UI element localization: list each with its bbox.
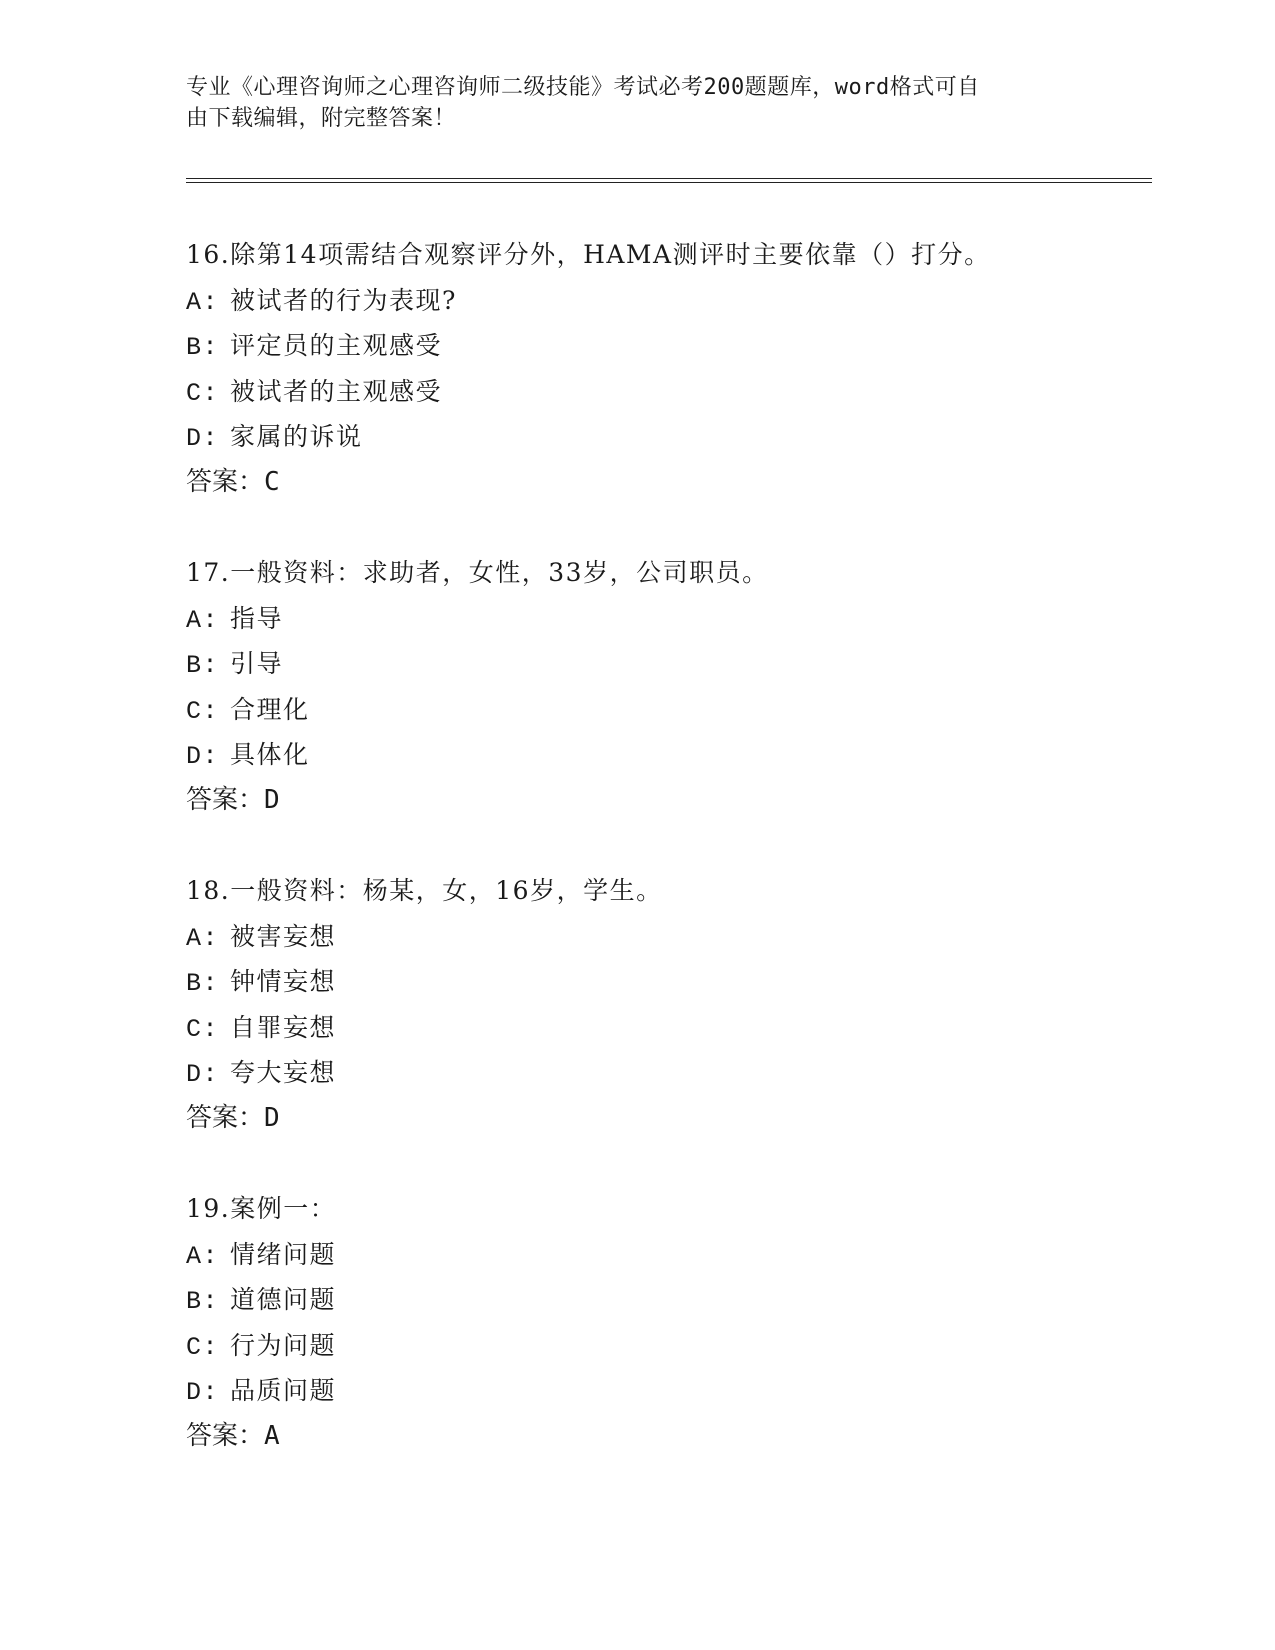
option-letter: A: [186,923,220,953]
option-d [186,414,1146,460]
answer-label: 答案： [186,784,265,815]
option-letter: A: [186,1241,220,1271]
option-d [186,1368,1146,1414]
option-letter: C: [186,1332,220,1362]
option-text: 家属的诉说 [230,422,363,451]
question-19 [186,1186,1146,1459]
option-c [186,687,1146,733]
option-text: 具体化 [230,740,310,769]
option-letter: A: [186,287,220,317]
answer-value: C [264,466,280,497]
option-c [186,1005,1146,1051]
option-letter: C: [186,378,220,408]
question-16 [186,232,1146,505]
option-a [186,596,1146,642]
question-title: 19.案例一： [186,1194,337,1223]
option-text: 被试者的行为表现? [230,285,457,315]
answer-label: 答案： [186,1420,265,1451]
question-title: 17.一般资料：求助者，女性，33岁，公司职员。 [186,558,769,587]
option-text: 品质问题 [230,1376,337,1405]
answer-line [186,1096,1146,1142]
answer-line [186,1414,1146,1460]
option-text: 情绪问题 [230,1239,337,1269]
answer-line [186,460,1146,506]
option-text: 被试者的主观感受 [230,376,443,406]
option-letter: B: [186,1287,220,1316]
answer-label: 答案： [186,466,265,497]
header-divider-top [186,178,1152,179]
option-b [186,1277,1146,1323]
option-letter: A: [186,605,220,635]
option-letter: B: [186,333,220,362]
option-c [186,369,1146,415]
answer-value: D [264,784,280,815]
question-title: 16.除第14项需结合观察评分外，HAMA测评时主要依靠（）打分。 [186,240,991,269]
header-line-2: 由下载编辑，附完整答案！ [186,106,457,131]
option-letter: D: [186,1060,220,1089]
option-letter: C: [186,696,220,726]
option-letter: D: [186,424,220,453]
option-letter: D: [186,742,220,771]
header-line-1: 专业《心理咨询师之心理咨询师二级技能》考试必考200题题库，word格式可自 [186,75,980,100]
option-letter: C: [186,1014,220,1044]
question-title: 18.一般资料：杨某，女，16岁，学生。 [186,876,663,905]
answer-line [186,778,1146,824]
option-letter: B: [186,969,220,998]
option-b [186,323,1146,369]
document-header [186,72,1066,134]
option-a [186,1232,1146,1278]
option-text: 指导 [230,603,284,633]
option-text: 被害妄想 [230,921,337,951]
option-text: 自罪妄想 [230,1012,337,1042]
option-letter: B: [186,651,220,680]
question-18 [186,868,1146,1141]
option-text: 钟情妄想 [230,967,337,996]
option-text: 引导 [230,649,284,678]
answer-value: A [264,1420,280,1451]
option-text: 评定员的主观感受 [230,331,443,360]
option-text: 行为问题 [230,1330,337,1360]
option-text: 夸大妄想 [230,1058,337,1087]
answer-value: D [264,1102,280,1133]
option-c [186,1323,1146,1369]
option-d [186,1050,1146,1096]
option-b [186,641,1146,687]
option-a [186,278,1146,324]
header-divider-bottom [186,182,1152,183]
option-text: 道德问题 [230,1285,337,1314]
option-text: 合理化 [230,694,310,724]
answer-label: 答案： [186,1102,265,1133]
question-17 [186,550,1146,823]
option-b [186,959,1146,1005]
option-d [186,732,1146,778]
option-a [186,914,1146,960]
option-letter: D: [186,1378,220,1407]
